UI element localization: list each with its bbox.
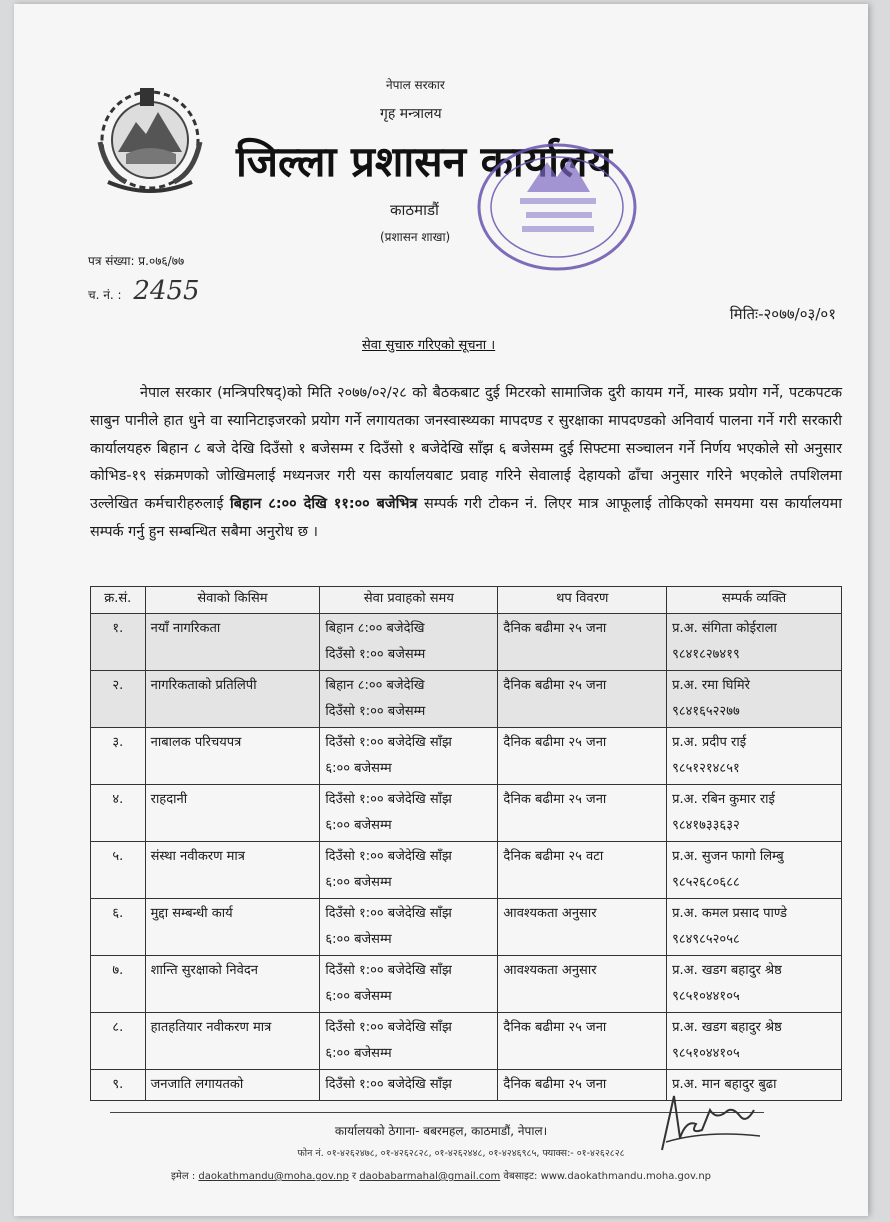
cell-serial: ५. <box>91 842 146 899</box>
cell-service: हातहतियार नवीकरण मात्र <box>145 1013 320 1070</box>
cell-serial: २. <box>91 671 146 728</box>
website-link[interactable]: www.daokathmandu.moha.gov.np <box>540 1171 712 1182</box>
cell-contact <box>667 842 842 899</box>
footer-phones: फोन नं. ०१-४२६२४७८, ०१-४२६२८२८, ०१-४२६२४४८, ०१-४२४६९८५, फ्याक्स:- ०१-४२६२८२८ <box>297 1148 625 1159</box>
email-label: इमेल : <box>170 1171 196 1182</box>
cell-time <box>320 1013 498 1070</box>
cell-time <box>320 671 498 728</box>
table-header-row <box>91 587 842 614</box>
website-label: वेबसाइट: <box>503 1171 538 1182</box>
cell-time-line2: ६:०० बजेसम्म <box>325 875 392 890</box>
notice-subject: सेवा सुचारु गरिएको सूचना । <box>362 338 496 353</box>
cell-serial: ७. <box>91 956 146 1013</box>
services-table <box>90 586 842 1101</box>
office-stamp-icon <box>472 132 642 282</box>
contact-name: प्र.अ. खडग बहादुर श्रेष्ठ <box>672 963 782 978</box>
body-text-bold: बिहान ८:०० देखि ११:०० बजेभित्र <box>230 496 418 513</box>
cell-service: नागरिकताको प्रतिलिपी <box>145 671 320 728</box>
gov-name: नेपाल सरकार <box>386 78 445 92</box>
cell-serial: ९. <box>91 1070 146 1101</box>
cell-time <box>320 899 498 956</box>
cell-service: नयाँ नागरिकता <box>145 614 320 671</box>
cell-details: आवश्यकता अनुसार <box>498 956 667 1013</box>
cell-service: शान्ति सुरक्षाको निवेदन <box>145 956 320 1013</box>
cell-contact <box>667 1013 842 1070</box>
cell-time-line1: बिहान ८:०० बजेदेखि <box>325 678 425 693</box>
cell-details: दैनिक बढीमा २५ जना <box>498 785 667 842</box>
cell-time-line1: दिउँसो १:०० बजेदेखि साँझ <box>325 1077 452 1092</box>
cell-details: दैनिक बढीमा २५ जना <box>498 1013 667 1070</box>
dispatch-label: च. नं. : <box>88 288 122 302</box>
nepal-emblem-icon <box>86 82 214 202</box>
signature-icon <box>656 1090 766 1160</box>
body-text-part2: सम्पर्क गरी टोकन नं. लिएर मात्र आफूलाई तोकिएको समयमा यस कार्यालयमा सम्पर्क गर्नु हुन सम्बन्धित सबैमा अनुरोध छ । <box>90 496 842 540</box>
cell-time <box>320 1070 498 1101</box>
contact-name: प्र.अ. मान बहादुर बुढा <box>672 1077 777 1092</box>
contact-phone: ९८५१०४४१०५ <box>672 989 740 1004</box>
letter-page <box>14 4 868 1216</box>
contact-name: प्र.अ. कमल प्रसाद पाण्डे <box>672 906 788 921</box>
contact-name: प्र.अ. संगिता कोईराला <box>672 621 777 636</box>
contact-phone: ९८५१०४४१०५ <box>672 1046 740 1061</box>
cell-time <box>320 842 498 899</box>
table-row <box>91 614 842 671</box>
col-header-serial: क्र.सं. <box>91 587 146 614</box>
cell-details: दैनिक बढीमा २५ वटा <box>498 842 667 899</box>
cell-details: दैनिक बढीमा २५ जना <box>498 728 667 785</box>
table-row <box>91 785 842 842</box>
cell-time <box>320 956 498 1013</box>
cell-contact <box>667 956 842 1013</box>
cell-time-line1: दिउँसो १:०० बजेदेखि साँझ <box>325 906 452 921</box>
cell-serial: ८. <box>91 1013 146 1070</box>
cell-contact <box>667 899 842 956</box>
cell-contact <box>667 671 842 728</box>
table-row <box>91 671 842 728</box>
cell-serial: ६. <box>91 899 146 956</box>
contact-phone: ९८४९८५२०५८ <box>672 932 740 947</box>
table-row <box>91 842 842 899</box>
contact-phone: ९८५२६८०६८८ <box>672 875 740 890</box>
cell-time <box>320 614 498 671</box>
cell-time-line2: दिउँसो १:०० बजेसम्म <box>325 704 426 719</box>
office-title: जिल्ला प्रशासन कार्यालय <box>236 137 612 186</box>
cell-time-line1: दिउँसो १:०० बजेदेखि साँझ <box>325 1020 452 1035</box>
cell-contact <box>667 785 842 842</box>
email-link-2[interactable]: daobabarmahal@gmail.com <box>359 1171 501 1182</box>
cell-details: आवश्यकता अनुसार <box>498 899 667 956</box>
cell-contact <box>667 614 842 671</box>
cell-time-line1: बिहान ८:०० बजेदेखि <box>325 621 425 636</box>
contact-phone: ९८४१६५२२७७ <box>672 704 740 719</box>
cell-time-line1: दिउँसो १:०० बजेदेखि साँझ <box>325 963 452 978</box>
email-joiner: र <box>352 1171 357 1182</box>
cell-details: दैनिक बढीमा २५ जना <box>498 671 667 728</box>
cell-time <box>320 728 498 785</box>
contact-name: प्र.अ. रबिन कुमार राई <box>672 792 775 807</box>
table-row <box>91 899 842 956</box>
contact-phone: ९८५१२१४८५१ <box>672 761 740 776</box>
dispatch-row <box>88 276 200 306</box>
letter-date: मितिः-२०७७/०३/०१ <box>729 305 836 323</box>
cell-time-line1: दिउँसो १:०० बजेदेखि साँझ <box>325 849 452 864</box>
ministry-name: गृह मन्त्रालय <box>380 106 442 122</box>
col-header-service: सेवाको किसिम <box>145 587 320 614</box>
body-text-part1: नेपाल सरकार (मन्त्रिपरिषद्)को मिति २०७७/०२/२८ को बैठकबाट दुई मिटरको सामाजिक दुरी कायम गर्ने, मास्क प्रयोग गर्ने, पटकपटक साबुन पानीले हात धुने वा स्यानिटाइजरको प्रयोग गर्ने लगायतका जनस्वास्थ्यका मापदण्ड र सुरक्षाका मापदण्डको अनिवार्य पालना गर्ने गरी सरकारी कार्यालयहरु बिहान ८ बजे देखि दिउँसो १ बजेसम्म र दिउँसो १ बजेदेखि साँझ ६ बजेसम्म दुई सिफ्टमा सञ्चालन गर्ने निर्णय भएकोले सो अनुसार कोभिड-१९ संक्रमणको जोखिमलाई मध्यनजर गरी यस कार्यालयबाट प्रवाह गरिने सेवालाई देहायको ढाँचा अनुसार गरिने भएकोले तपशिलमा उल्लेखित कर्मचारीहरुलाई <box>90 385 842 513</box>
contact-name: प्र.अ. सुजन फागो लिम्बु <box>672 849 784 864</box>
reference-number: पत्र संख्या: प्र.०७६/७७ <box>88 254 185 268</box>
cell-time-line2: दिउँसो १:०० बजेसम्म <box>325 647 426 662</box>
cell-time <box>320 785 498 842</box>
office-city: काठमाडौं <box>390 201 439 219</box>
contact-phone: ९८४१७३३६३२ <box>672 818 740 833</box>
table-row <box>91 1013 842 1070</box>
cell-service: मुद्दा सम्बन्धी कार्य <box>145 899 320 956</box>
cell-time-line2: ६:०० बजेसम्म <box>325 818 392 833</box>
cell-service: जनजाति लगायतको <box>145 1070 320 1101</box>
notice-body <box>90 380 842 547</box>
col-header-contact: सम्पर्क व्यक्ति <box>667 587 842 614</box>
table-row <box>91 956 842 1013</box>
cell-time-line1: दिउँसो १:०० बजेदेखि साँझ <box>325 792 452 807</box>
cell-details: दैनिक बढीमा २५ जना <box>498 614 667 671</box>
contact-name: प्र.अ. रमा घिमिरे <box>672 678 750 693</box>
dispatch-number: 2455 <box>133 276 200 306</box>
contact-phone: ९८४१८२७४१९ <box>672 647 740 662</box>
col-header-details: थप विवरण <box>498 587 667 614</box>
table-row <box>91 728 842 785</box>
cell-serial: १. <box>91 614 146 671</box>
cell-service: राहदानी <box>145 785 320 842</box>
cell-time-line2: ६:०० बजेसम्म <box>325 761 392 776</box>
footer-address: कार्यालयको ठेगाना- बबरमहल, काठमाडौं, नेपाल। <box>334 1124 548 1138</box>
cell-service: नाबालक परिचयपत्र <box>145 728 320 785</box>
footer-contact-line <box>14 1168 868 1182</box>
contact-name: प्र.अ. खडग बहादुर श्रेष्ठ <box>672 1020 782 1035</box>
email-link-1[interactable]: daokathmandu@moha.gov.np <box>198 1171 349 1182</box>
cell-contact <box>667 728 842 785</box>
cell-serial: ३. <box>91 728 146 785</box>
contact-name: प्र.अ. प्रदीप राई <box>672 735 747 750</box>
col-header-time: सेवा प्रवाहको समय <box>320 587 498 614</box>
cell-serial: ४. <box>91 785 146 842</box>
office-branch: (प्रशासन शाखा) <box>380 230 451 244</box>
cell-service: संस्था नवीकरण मात्र <box>145 842 320 899</box>
cell-time-line2: ६:०० बजेसम्म <box>325 989 392 1004</box>
cell-time-line1: दिउँसो १:०० बजेदेखि साँझ <box>325 735 452 750</box>
cell-details: दैनिक बढीमा २५ जना <box>498 1070 667 1101</box>
cell-time-line2: ६:०० बजेसम्म <box>325 932 392 947</box>
cell-time-line2: ६:०० बजेसम्म <box>325 1046 392 1061</box>
